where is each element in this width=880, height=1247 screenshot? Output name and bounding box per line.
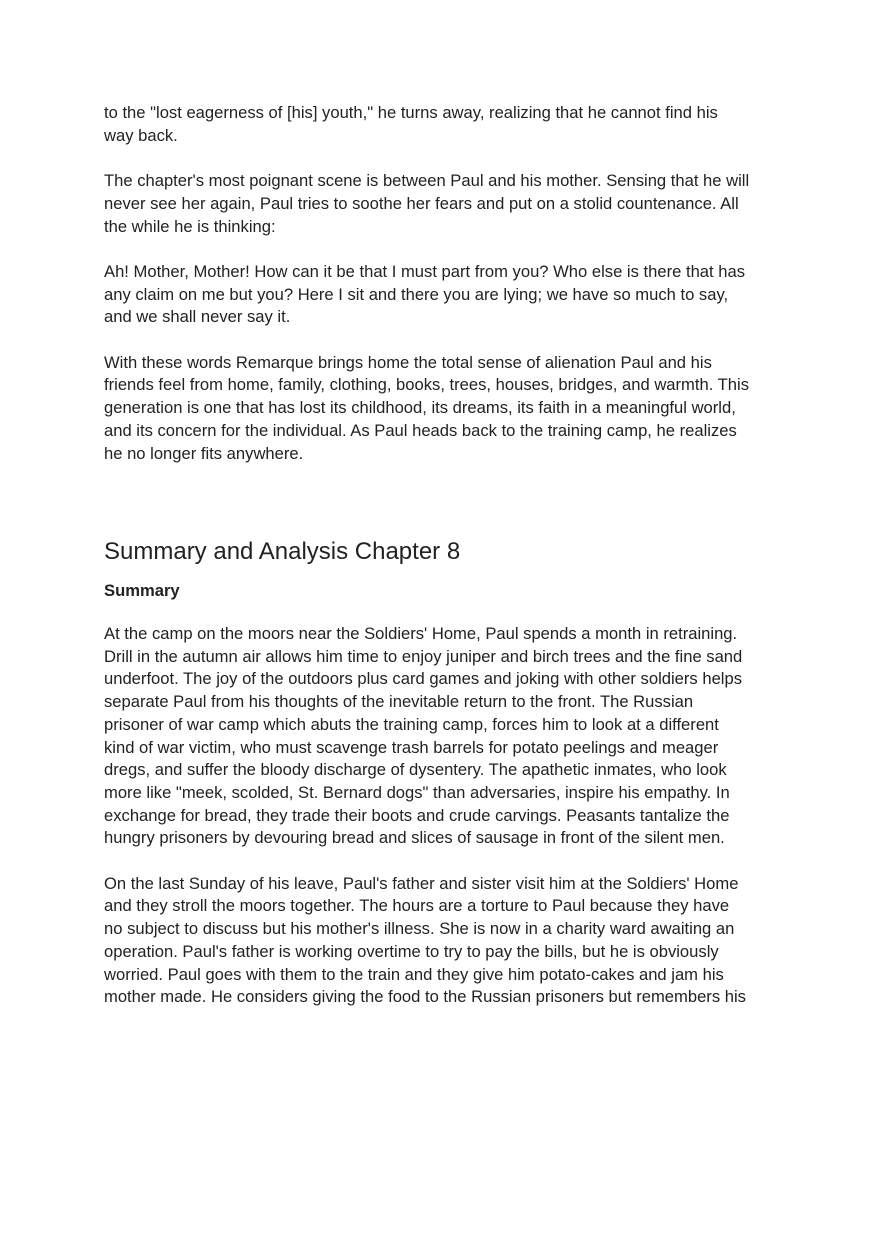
text-line: kind of war victim, who must scavenge trash barrels for potato peelings and meager: [104, 737, 719, 757]
text-line: The chapter's most poignant scene is between Paul and his mother. Sensing that he will: [104, 171, 750, 191]
paragraph-lost-eagerness: [104, 102, 794, 147]
text-line: generation is one that has lost its childhood, its dreams, its faith in a meaningful world,: [104, 398, 736, 418]
text-line: to the "lost eagerness of [his] youth," he turns away, realizing that he cannot find his: [104, 103, 718, 122]
text-line: and we shall never say it.: [104, 307, 291, 327]
text-line: he no longer fits anywhere.: [104, 443, 304, 463]
text-line: way back.: [104, 125, 178, 145]
paragraph-camp-on-moors: [104, 623, 794, 850]
text-line: On the last Sunday of his leave, Paul's father and sister visit him at the Soldiers' Home: [104, 873, 739, 893]
text-line: friends feel from home, family, clothing, books, trees, houses, bridges, and warmth. This: [104, 375, 749, 395]
document-page: [104, 102, 794, 1007]
text-line: separate Paul from his thoughts of the inevitable return to the front. The Russian: [104, 692, 694, 712]
paragraph-quotation: [104, 261, 794, 329]
text-line: At the camp on the moors near the Soldiers' Home, Paul spends a month in retraining.: [104, 624, 738, 643]
text-line: any claim on me but you? Here I sit and there you are lying; we have so much to say,: [104, 284, 729, 304]
text-line: dregs, and suffer the bloody discharge of dysentery. The apathetic inmates, who look: [104, 760, 727, 780]
text-line: worried. Paul goes with them to the train and they give him potato-cakes and jam his: [104, 964, 724, 984]
section-subtitle: Summary: [104, 581, 180, 600]
text-line: Drill in the autumn air allows him time to enjoy juniper and birch trees and the fine sand: [104, 646, 743, 666]
text-line: hungry prisoners by devouring bread and slices of sausage in front of the silent men.: [104, 828, 725, 848]
text-line: the while he is thinking:: [104, 216, 276, 236]
text-line: underfoot. The joy of the outdoors plus card games and joking with other soldiers helps: [104, 669, 743, 689]
text-line: With these words Remarque brings home the total sense of alienation Paul and his: [104, 352, 712, 372]
paragraph-alienation: [104, 352, 794, 466]
paragraph-poignant-scene: [104, 170, 794, 238]
text-line: prisoner of war camp which abuts the training camp, forces him to look at a different: [104, 714, 719, 734]
text-line: and they stroll the moors together. The hours are a torture to Paul because they have: [104, 896, 730, 916]
text-line: and its concern for the individual. As Paul heads back to the training camp, he realizes: [104, 420, 737, 440]
text-line: no subject to discuss but his mother's illness. She is now in a charity ward awaiting an: [104, 919, 735, 939]
paragraph-last-sunday: [104, 873, 794, 1009]
text-line: exchange for bread, they trade their boots and crude carvings. Peasants tantalize the: [104, 805, 730, 825]
text-line: never see her again, Paul tries to soothe her fears and put on a stolid countenance. All: [104, 193, 739, 213]
text-line: more like "meek, scolded, St. Bernard dogs" than adversaries, inspire his empathy. In: [104, 782, 730, 802]
text-line: operation. Paul's father is working overtime to try to pay the bills, but he is obviously: [104, 941, 719, 961]
section-title: Summary and Analysis Chapter 8: [104, 538, 461, 565]
text-line: Ah! Mother, Mother! How can it be that I must part from you? Who else is there that has: [104, 261, 745, 281]
text-line: mother made. He considers giving the food to the Russian prisoners but remembers his: [104, 987, 746, 1007]
text-block-top: [104, 102, 794, 465]
text-block-bottom: [104, 623, 794, 1032]
